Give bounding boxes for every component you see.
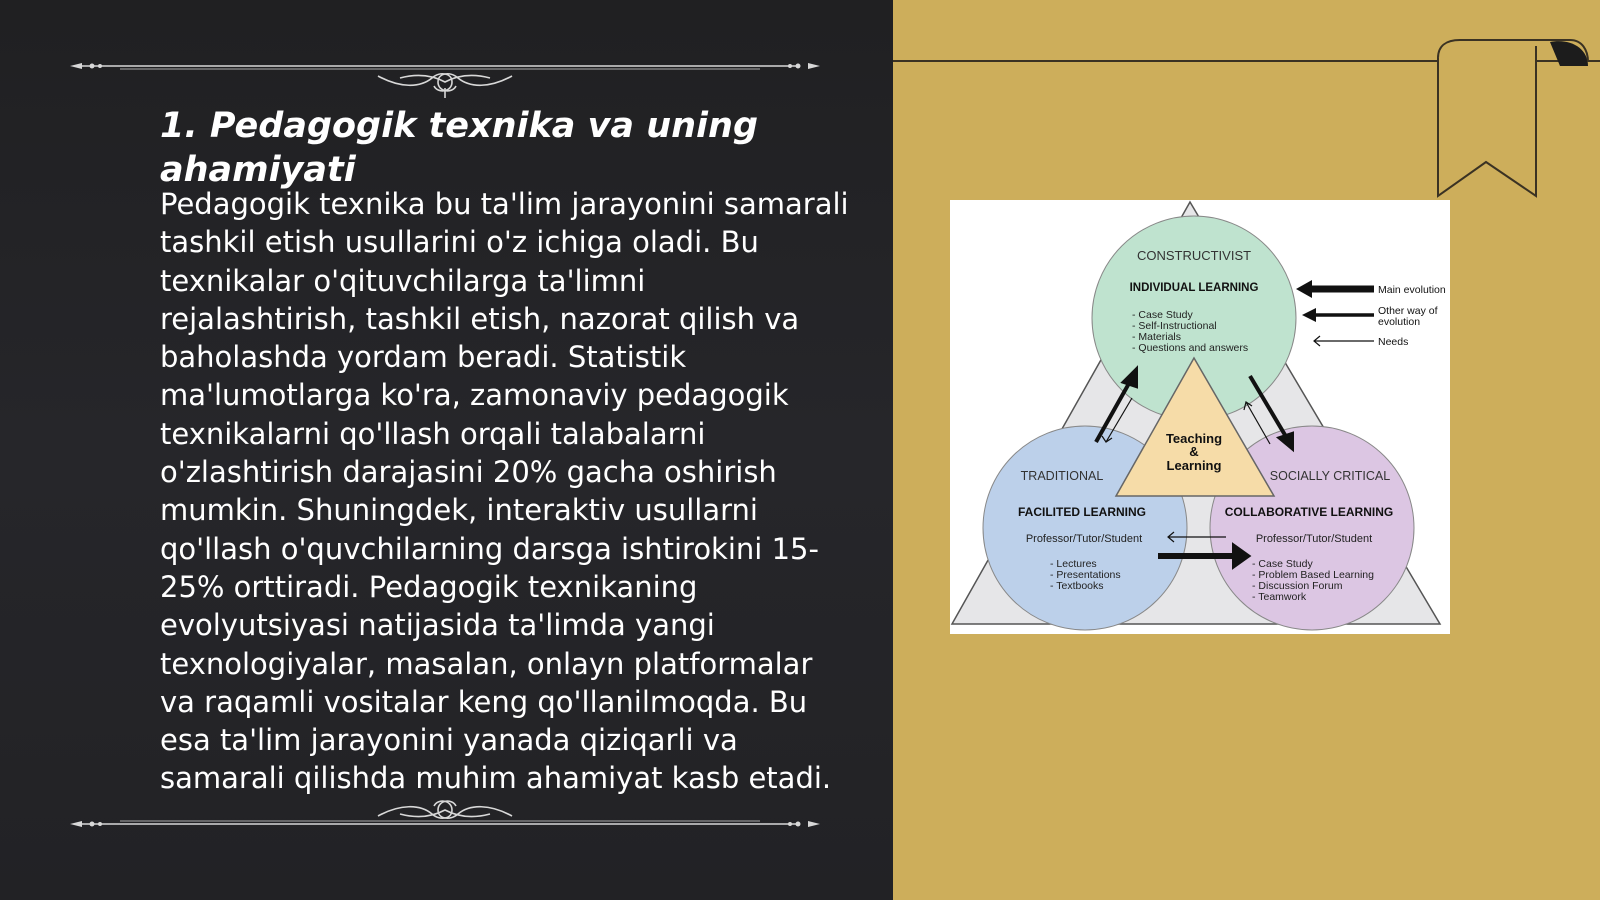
constructivist-item: - Case Study bbox=[1132, 309, 1193, 321]
traditional-item: - Lectures bbox=[1050, 558, 1097, 570]
traditional-item: - Textbooks bbox=[1050, 580, 1104, 592]
facilited-learning-label: FACILITED LEARNING bbox=[1018, 505, 1146, 519]
individual-learning-label: INDIVIDUAL LEARNING bbox=[1129, 282, 1259, 294]
socially-critical-item: - Problem Based Learning bbox=[1252, 569, 1374, 581]
legend-needs: Needs bbox=[1378, 336, 1409, 348]
constructivist-item: - Self-Instructional bbox=[1132, 320, 1217, 332]
bookmark-ribbon-icon bbox=[1430, 36, 1590, 206]
socially-critical-item: - Discussion Forum bbox=[1252, 580, 1343, 592]
bottom-ornament-divider bbox=[60, 782, 830, 842]
socially-critical-item: - Case Study bbox=[1252, 558, 1313, 570]
legend-main-evolution: Main evolution bbox=[1378, 284, 1446, 296]
traditional-item: - Presentations bbox=[1050, 569, 1121, 581]
constructivist-item: - Questions and answers bbox=[1132, 342, 1249, 354]
traditional-roles: Professor/Tutor/Student bbox=[1025, 533, 1143, 545]
center-label-ampersand: & bbox=[1189, 444, 1199, 459]
top-ornament-divider bbox=[60, 38, 830, 98]
constructivist-item: - Materials bbox=[1132, 331, 1182, 343]
center-label-teaching: Teaching bbox=[1165, 431, 1223, 446]
collaborative-learning-label: COLLABORATIVE LEARNING bbox=[1224, 505, 1394, 519]
center-label-learning: Learning bbox=[1166, 458, 1222, 473]
teaching-learning-diagram bbox=[950, 200, 1450, 634]
legend-other-way-line2: evolution bbox=[1378, 316, 1421, 328]
socially-critical-roles: Professor/Tutor/Student bbox=[1255, 533, 1373, 545]
legend bbox=[1296, 280, 1446, 348]
socially-critical-heading: SOCIALLY CRITICAL bbox=[1269, 469, 1391, 483]
constructivist-heading: CONSTRUCTIVIST bbox=[1136, 248, 1252, 263]
traditional-heading: TRADITIONAL bbox=[1020, 469, 1104, 483]
socially-critical-item: - Teamwork bbox=[1252, 591, 1307, 603]
legend-other-way-line1: Other way of bbox=[1378, 305, 1438, 317]
slide-body-text: Pedagogik texnika bu ta'lim jarayonini samarali tashkil etish usullarini o'z ichiga oladi. Bu texnikalar o'qituvchilarga ta'limni rejalashtirish, tashkil etish, nazorat qilish va baholashda yordam beradi. Statistik ma'lumotlarga ko'ra, zamonaviy pedagogik texnikalarni qo'llash orqali talabalarni o'zlashtirish darajasini 20% gacha oshirish mumkin. Shuningdek, interaktiv usullarni qo'llash o'quvchilarning darsga ishtirokini 15-25% orttiradi. Pedagogik texnikaning evolyutsiyasi natijasida ta'limda yangi texnologiyalar, masalan, onlayn platformalar va raqamli vositalar keng qo'llanilmoqda. Bu esa ta'lim jarayonini yanada qiziqarli va samarali qilishda muhim ahamiyat kasb etadi. bbox=[160, 187, 849, 796]
slide-title: 1. Pedagogik texnika va uning ahamiyati bbox=[160, 106, 759, 190]
